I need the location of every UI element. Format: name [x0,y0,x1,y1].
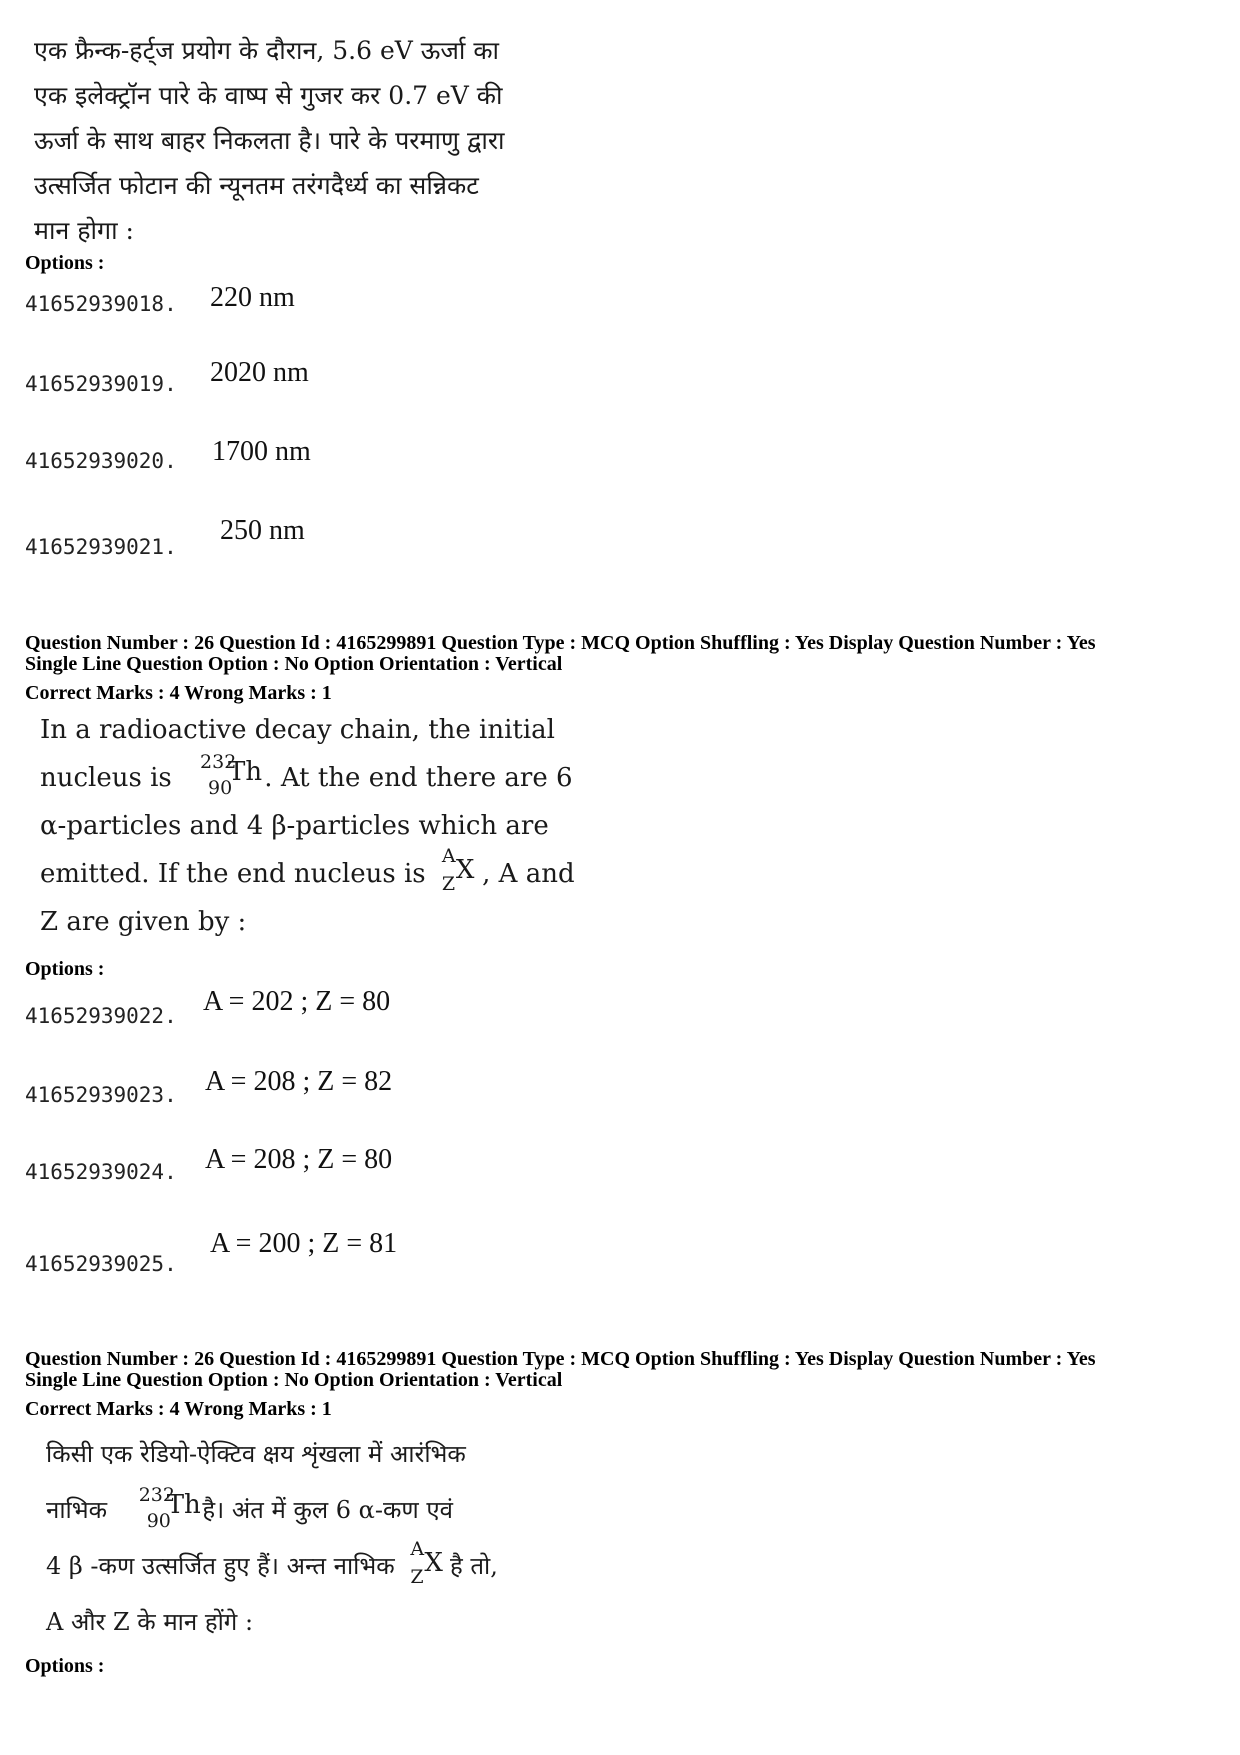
q26-en-line-4-pre: emitted. If the end nucleus is [40,859,426,889]
end-nucleus-atomic-symbol: Z [441,873,456,895]
thorium-nucleus-hi [125,1483,201,1532]
q25-option-2-id: 41652939019. [25,372,177,396]
q26-en-option-1-id: 41652939022. [25,1004,177,1028]
q25-options-label: Options : [25,252,105,274]
q26-en-option-3-id: 41652939024. [25,1160,177,1184]
end-nucleus-mass-symbol: A [441,845,456,867]
q26-hi-line-3 [46,1538,498,1594]
q26-hi-question-text [46,1426,498,1650]
q25-option-1-value[interactable]: 220 nm [210,282,295,313]
thorium-atomic-number-hi: 90 [146,1509,171,1532]
q26-en-marks: Correct Marks : 4 Wrong Marks : 1 [25,682,332,704]
q26-hi-line-3-pre: 4 β -कण उत्सर्जित हुए हैं। अन्त नाभिक [46,1552,395,1580]
q26-en-option-4-id: 41652939025. [25,1252,177,1276]
q25-option-1-id: 41652939018. [25,292,177,316]
q25-line-3: ऊर्जा के साथ बाहर निकलता है। पारे के परमाणु द्वारा [34,126,505,155]
q26-hi-options-label: Options : [25,1655,105,1677]
thorium-symbol: Th [228,757,263,787]
q26-hi-meta-line-1: Question Number : 26 Question Id : 4165299891 Question Type : MCQ Option Shuffling : Yes Display Question Number : Yes [25,1348,1096,1370]
q25-option-4-value[interactable]: 250 nm [220,515,305,546]
end-nucleus-atomic-symbol-hi: Z [410,1565,424,1588]
q26-en-line-4-post: , A and [482,859,575,889]
q26-en-line-3: α-particles and 4 β-particles which are [40,811,549,841]
q25-option-3-value[interactable]: 1700 nm [212,436,311,467]
q25-option-4-id: 41652939021. [25,535,177,559]
thorium-mass-number-hi: 232 [138,1483,175,1506]
q26-en-question-text [40,706,575,946]
q25-line-1: एक फ्रैन्क-हर्ट्ज प्रयोग के दौरान, 5.6 eV ऊर्जा का [34,36,500,65]
q25-line-4: उत्सर्जित फोटान की न्यूनतम तरंगदैर्ध्य का सन्निकट [34,171,479,200]
q26-en-meta-line-2: Single Line Question Option : No Option Orientation : Vertical [25,653,563,675]
q26-hi-meta-line-2: Single Line Question Option : No Option Orientation : Vertical [25,1369,563,1391]
q26-hi-marks: Correct Marks : 4 Wrong Marks : 1 [25,1398,332,1420]
q26-hi-line-2 [46,1482,498,1538]
q26-en-line-2-post: . At the end there are 6 [264,763,573,793]
q26-en-option-2-id: 41652939023. [25,1083,177,1107]
q26-en-line-5: Z are given by : [40,907,247,937]
q26-en-line-1: In a radioactive decay chain, the initial [40,715,555,745]
thorium-atomic-number: 90 [208,777,233,799]
q25-line-5: मान होगा : [34,216,134,245]
q26-en-line-4 [40,845,575,898]
end-nucleus-symbol-hi: X [424,1547,443,1578]
thorium-symbol-hi: Th [166,1489,201,1520]
q25-question-text [34,28,505,253]
q26-en-option-2-value[interactable]: A = 208 ; Z = 82 [205,1066,393,1097]
q26-hi-line-3-post: है तो, [450,1552,498,1580]
q26-en-option-1-value[interactable]: A = 202 ; Z = 80 [203,986,391,1017]
q26-hi-line-2-pre: नाभिक [46,1496,108,1524]
q25-option-2-value[interactable]: 2020 nm [210,357,309,388]
q26-en-option-3-value[interactable]: A = 208 ; Z = 80 [205,1144,393,1175]
thorium-nucleus [186,751,263,799]
thorium-mass-number: 232 [200,751,237,773]
q25-option-3-id: 41652939020. [25,449,177,473]
q25-line-2: एक इलेक्ट्रॉन पारे के वाष्प से गुजर कर 0.7 eV की [34,81,503,110]
q26-hi-line-1: किसी एक रेडियो-ऐक्टिव क्षय शृंखला में आरंभिक [46,1440,466,1468]
q26-en-option-4-value[interactable]: A = 200 ; Z = 81 [210,1228,398,1259]
q26-en-line-2-pre: nucleus is [40,763,172,793]
q26-en-line-2 [40,751,575,802]
end-nucleus-hi [406,1537,443,1588]
q26-hi-line-2-post: है। अंत में कुल 6 α-कण एवं [202,1496,454,1524]
end-nucleus-symbol: X [455,855,475,885]
end-nucleus [438,845,475,895]
end-nucleus-mass-symbol-hi: A [410,1537,425,1560]
q26-en-options-label: Options : [25,958,105,980]
q26-hi-line-4: A और Z के मान होंगे : [46,1608,254,1636]
q26-en-meta-line-1: Question Number : 26 Question Id : 4165299891 Question Type : MCQ Option Shuffling : Yes Display Question Number : Yes [25,632,1096,654]
